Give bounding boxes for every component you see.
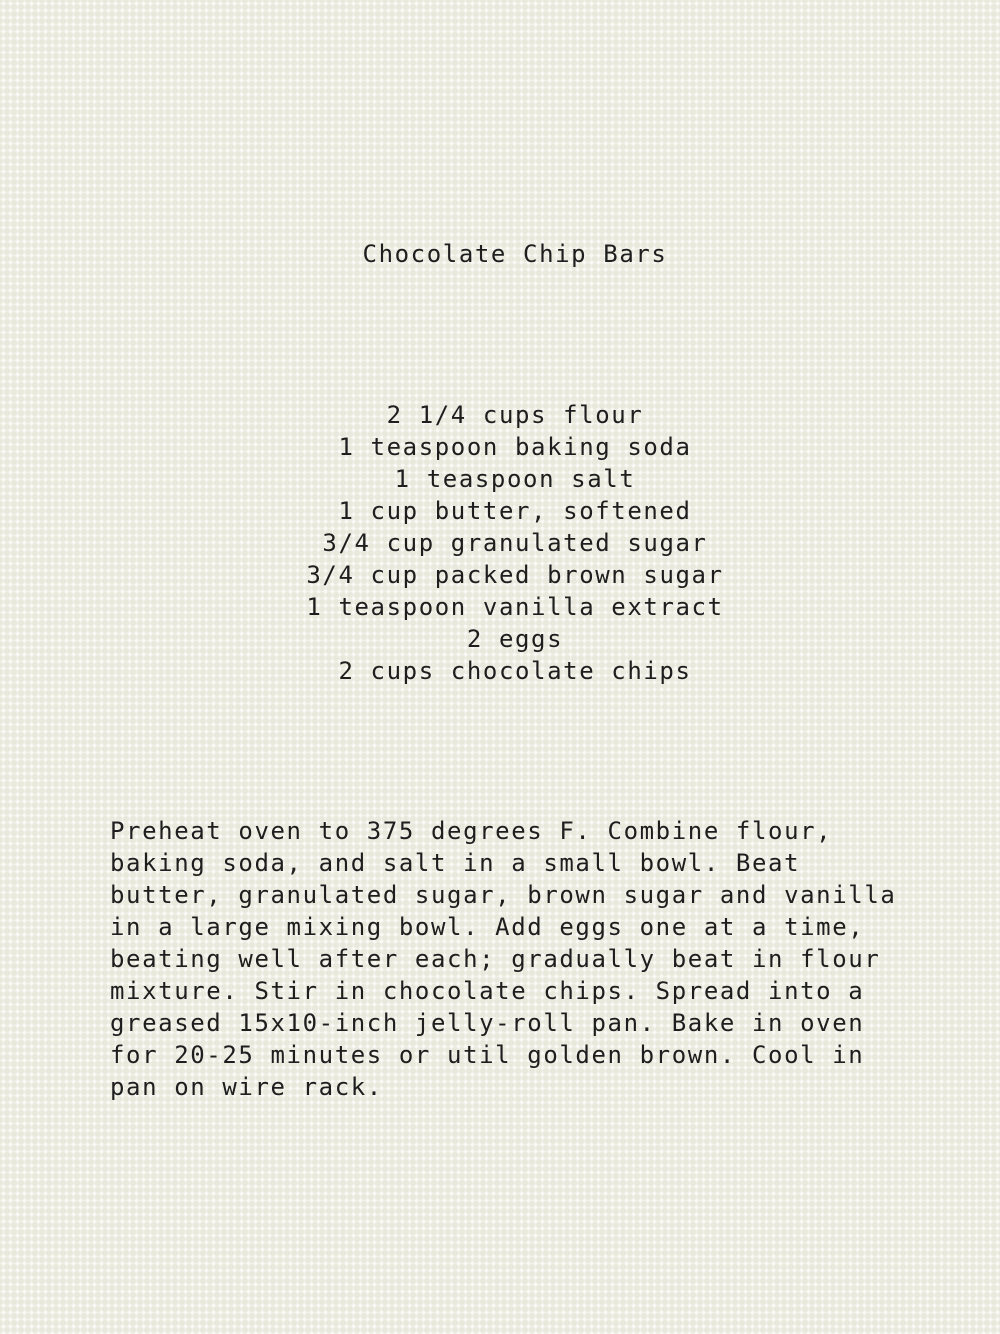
recipe-title: Chocolate Chip Bars xyxy=(362,240,668,268)
ingredient-item: 3/4 cup packed brown sugar xyxy=(306,561,724,589)
instructions-line: pan on wire rack. xyxy=(110,1073,383,1101)
ingredient-item: 1 teaspoon salt xyxy=(394,465,636,493)
ingredient-item: 3/4 cup granulated sugar xyxy=(322,529,708,557)
instructions-line: mixture. Stir in chocolate chips. Spread into a xyxy=(110,977,865,1005)
instructions-line: beating well after each; gradually beat in flour xyxy=(110,945,881,973)
ingredient-item: 1 teaspoon vanilla extract xyxy=(306,593,724,621)
ingredient-item: 2 eggs xyxy=(466,625,564,653)
instructions-line: butter, granulated sugar, brown sugar and vanilla xyxy=(110,881,897,909)
ingredients-list xyxy=(0,399,1000,687)
instructions-line: Preheat oven to 375 degrees F. Combine flour, xyxy=(110,817,833,845)
instructions-line: baking soda, and salt in a small bowl. Beat xyxy=(110,849,801,877)
instructions-paragraph xyxy=(110,815,910,1103)
ingredient-item: 2 cups chocolate chips xyxy=(338,657,692,685)
ingredient-item: 2 1/4 cups flour xyxy=(386,401,644,429)
instructions-line: for 20-25 minutes or util golden brown. Cool in xyxy=(110,1041,865,1069)
ingredient-item: 1 teaspoon baking soda xyxy=(338,433,692,461)
instructions-line: greased 15x10-inch jelly-roll pan. Bake in oven xyxy=(110,1009,865,1037)
ingredient-item: 1 cup butter, softened xyxy=(338,497,692,525)
instructions-line: in a large mixing bowl. Add eggs one at a time, xyxy=(110,913,865,941)
